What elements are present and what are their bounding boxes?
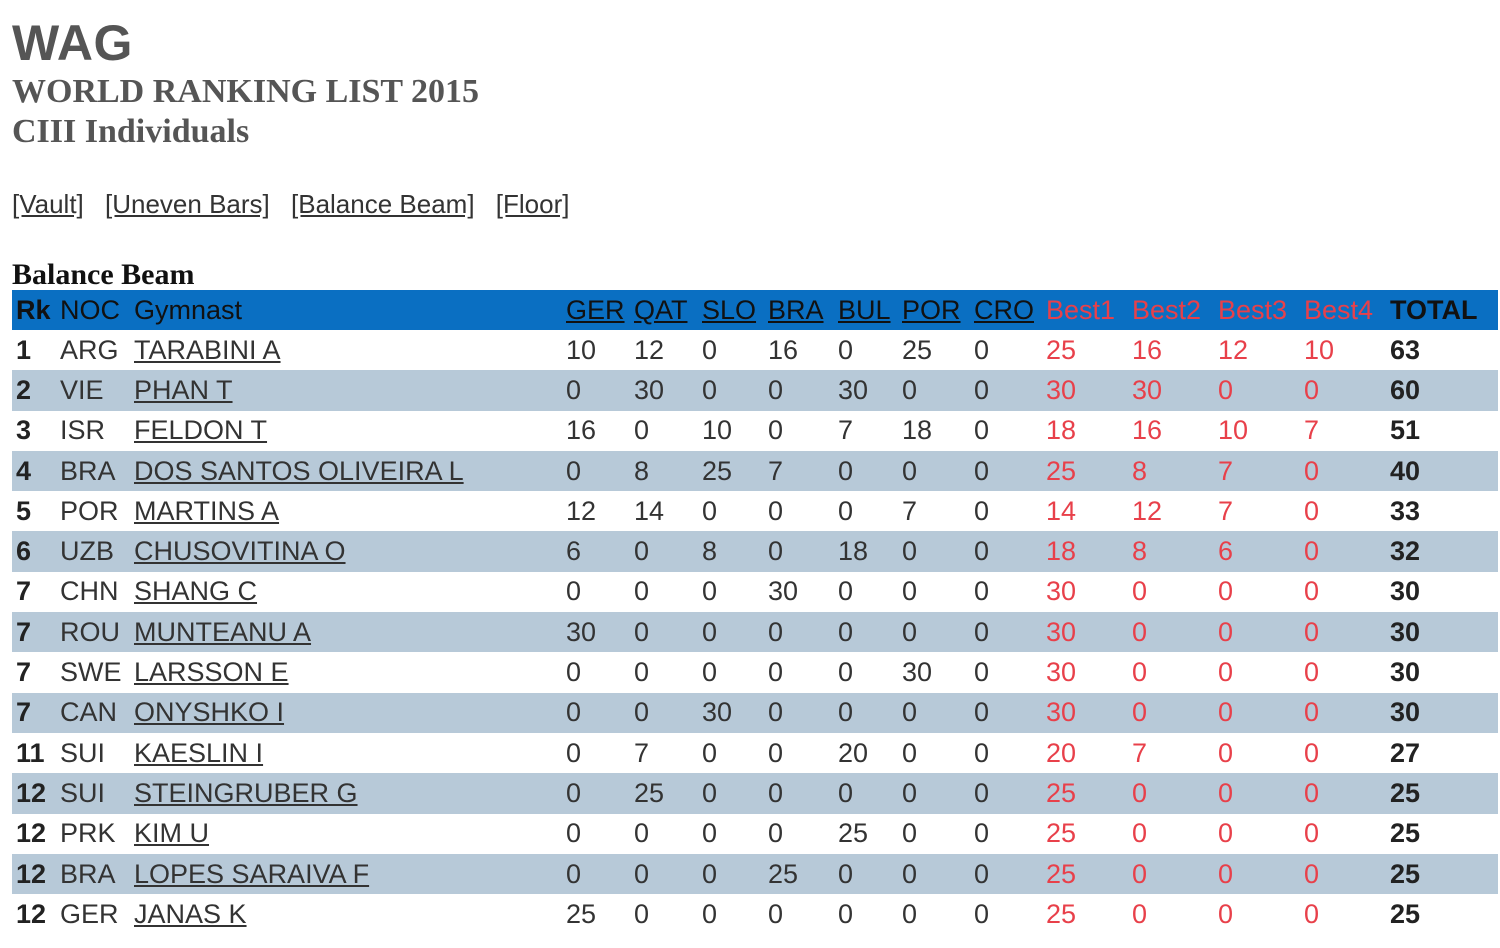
rank-cell: 7: [16, 657, 32, 688]
best-score-cell: 7: [1132, 737, 1148, 768]
best-score-cell: 0: [1218, 737, 1234, 768]
event-score-cell: 12: [566, 495, 597, 526]
event-link-bul[interactable]: BUL: [838, 294, 891, 325]
gymnast-cell: [130, 854, 562, 894]
noc-cell: SUI: [60, 737, 106, 768]
event-score-cell: 0: [768, 374, 784, 405]
event-score-cell: 0: [838, 334, 854, 365]
best-score-cell: 0: [1218, 858, 1234, 889]
event-score-cell: 10: [702, 415, 733, 446]
rank-cell: 7: [16, 697, 32, 728]
event-score-cell: 0: [566, 777, 582, 808]
page-title: WORLD RANKING LIST 2015: [12, 73, 479, 110]
best-score-cell: 0: [1132, 777, 1148, 808]
best-score-cell: 30: [1046, 576, 1077, 607]
event-score-cell: 0: [566, 455, 582, 486]
gymnast-cell: [130, 612, 562, 652]
event-score-cell: 0: [902, 576, 918, 607]
table-row: [12, 773, 1498, 813]
header-event-por: [898, 290, 970, 330]
event-score-cell: 0: [974, 455, 990, 486]
event-score-cell: 0: [838, 455, 854, 486]
event-score-cell: 0: [634, 657, 650, 688]
event-score-cell: 0: [768, 415, 784, 446]
noc-cell: PRK: [60, 818, 116, 849]
event-score-cell: 8: [634, 455, 650, 486]
best-score-cell: 10: [1218, 415, 1249, 446]
table-row: [12, 451, 1498, 491]
best-score-cell: 14: [1046, 495, 1077, 526]
gymnast-link[interactable]: KIM U: [134, 818, 210, 849]
best-score-cell: 0: [1304, 697, 1320, 728]
header-best4: Best4: [1304, 294, 1374, 325]
best-score-cell: 25: [1046, 818, 1077, 849]
event-score-cell: 14: [634, 495, 665, 526]
best-score-cell: 16: [1132, 334, 1163, 365]
nav-link-floor[interactable]: [Floor]: [495, 189, 570, 219]
rank-cell: 3: [16, 415, 32, 446]
rank-cell: 6: [16, 536, 32, 567]
event-score-cell: 20: [838, 737, 869, 768]
noc-cell: SWE: [60, 657, 122, 688]
total-cell: 25: [1390, 777, 1421, 808]
gymnast-cell: [130, 411, 562, 451]
header-event-bul: [834, 290, 898, 330]
event-score-cell: 0: [634, 576, 650, 607]
best-score-cell: 0: [1218, 818, 1234, 849]
event-score-cell: 0: [838, 777, 854, 808]
best-score-cell: 7: [1304, 415, 1320, 446]
gymnast-link[interactable]: ONYSHKO I: [134, 697, 285, 728]
best-score-cell: 30: [1046, 697, 1077, 728]
event-score-cell: 0: [566, 657, 582, 688]
best-score-cell: 0: [1304, 858, 1320, 889]
best-score-cell: 0: [1218, 898, 1234, 929]
table-row: [12, 411, 1498, 451]
best-score-cell: 0: [1132, 576, 1148, 607]
header-event-qat: [630, 290, 698, 330]
best-score-cell: 0: [1132, 616, 1148, 647]
event-score-cell: 25: [902, 334, 933, 365]
event-score-cell: 0: [566, 818, 582, 849]
rank-cell: 2: [16, 374, 32, 405]
event-score-cell: 0: [702, 616, 718, 647]
event-score-cell: 0: [634, 415, 650, 446]
event-score-cell: 0: [768, 777, 784, 808]
best-score-cell: 0: [1132, 657, 1148, 688]
best-score-cell: 0: [1218, 697, 1234, 728]
best-score-cell: 30: [1132, 374, 1163, 405]
gymnast-cell: [130, 370, 562, 410]
gymnast-link[interactable]: TARABINI A: [134, 334, 281, 365]
gymnast-link[interactable]: KAESLIN I: [134, 737, 264, 768]
table-row: [12, 330, 1498, 370]
event-score-cell: 30: [634, 374, 665, 405]
gymnast-link[interactable]: MUNTEANU A: [134, 616, 312, 647]
header-rank: Rk: [16, 294, 51, 325]
gymnast-link[interactable]: MARTINS A: [134, 495, 280, 526]
noc-cell: CAN: [60, 697, 118, 728]
best-score-cell: 12: [1132, 495, 1163, 526]
event-score-cell: 0: [974, 616, 990, 647]
total-cell: 30: [1390, 697, 1421, 728]
best-score-cell: 25: [1046, 777, 1077, 808]
event-score-cell: 0: [634, 697, 650, 728]
event-score-cell: 0: [768, 818, 784, 849]
event-score-cell: 0: [902, 777, 918, 808]
table-row: [12, 733, 1498, 773]
gymnast-cell: [130, 330, 562, 370]
header-total: TOTAL: [1390, 294, 1478, 325]
best-score-cell: 0: [1304, 495, 1320, 526]
event-score-cell: 7: [838, 415, 854, 446]
brand-title: WAG: [12, 15, 133, 71]
event-score-cell: 0: [768, 616, 784, 647]
event-score-cell: 0: [902, 737, 918, 768]
event-score-cell: 30: [838, 374, 869, 405]
best-score-cell: 0: [1132, 818, 1148, 849]
event-score-cell: 7: [634, 737, 650, 768]
header-event-cro: [970, 290, 1042, 330]
rank-cell: 11: [16, 737, 45, 768]
rank-cell: 12: [16, 818, 47, 849]
event-score-cell: 0: [902, 697, 918, 728]
event-link-por[interactable]: POR: [902, 294, 961, 325]
best-score-cell: 8: [1132, 455, 1148, 486]
header-event-slo: [698, 290, 764, 330]
event-score-cell: 0: [902, 858, 918, 889]
best-score-cell: 0: [1304, 536, 1320, 567]
table-row: [12, 370, 1498, 410]
event-score-cell: 6: [566, 536, 582, 567]
best-score-cell: 30: [1046, 616, 1077, 647]
rank-cell: 1: [16, 334, 32, 365]
noc-cell: POR: [60, 495, 119, 526]
best-score-cell: 0: [1304, 657, 1320, 688]
event-score-cell: 0: [974, 657, 990, 688]
page-content: [12, 0, 1500, 934]
noc-cell: GER: [60, 898, 119, 929]
rank-cell: 12: [16, 777, 47, 808]
event-score-cell: 0: [838, 858, 854, 889]
event-score-cell: 0: [902, 374, 918, 405]
event-score-cell: 0: [838, 576, 854, 607]
event-score-cell: 0: [634, 536, 650, 567]
event-score-cell: 0: [702, 777, 718, 808]
gymnast-cell: [130, 491, 562, 531]
gymnast-link[interactable]: SHANG C: [134, 576, 258, 607]
event-score-cell: 7: [768, 455, 784, 486]
best-score-cell: 0: [1304, 616, 1320, 647]
table-row: [12, 693, 1498, 733]
best-score-cell: 0: [1304, 777, 1320, 808]
best-score-cell: 0: [1218, 777, 1234, 808]
best-score-cell: 25: [1046, 455, 1077, 486]
ranking-table-body: [12, 330, 1498, 934]
table-row: [12, 572, 1498, 612]
event-link-cro[interactable]: CRO: [974, 294, 1034, 325]
best-score-cell: 18: [1046, 415, 1077, 446]
best-score-cell: 0: [1218, 657, 1234, 688]
event-score-cell: 0: [838, 657, 854, 688]
event-score-cell: 0: [974, 777, 990, 808]
event-score-cell: 0: [768, 697, 784, 728]
total-cell: 25: [1390, 818, 1421, 849]
table-row: [12, 814, 1498, 854]
event-score-cell: 7: [902, 495, 918, 526]
rank-cell: 4: [16, 455, 32, 486]
event-score-cell: 0: [768, 737, 784, 768]
best-score-cell: 7: [1218, 495, 1234, 526]
total-cell: 40: [1390, 455, 1421, 486]
total-cell: 60: [1390, 374, 1421, 405]
event-score-cell: 25: [768, 858, 799, 889]
table-row: [12, 612, 1498, 652]
table-row: [12, 491, 1498, 531]
event-score-cell: 0: [634, 858, 650, 889]
header-best2: Best2: [1132, 294, 1202, 325]
header-best1: Best1: [1046, 294, 1116, 325]
event-score-cell: 0: [974, 536, 990, 567]
event-score-cell: 30: [902, 657, 933, 688]
event-score-cell: 10: [566, 334, 597, 365]
noc-cell: UZB: [60, 536, 114, 567]
event-score-cell: 0: [702, 737, 718, 768]
noc-cell: BRA: [60, 858, 116, 889]
best-score-cell: 20: [1046, 737, 1077, 768]
event-score-cell: 0: [702, 818, 718, 849]
best-score-cell: 18: [1046, 536, 1077, 567]
event-link-slo[interactable]: SLO: [702, 294, 757, 325]
event-score-cell: 0: [974, 415, 990, 446]
event-score-cell: 0: [634, 818, 650, 849]
event-score-cell: 25: [634, 777, 665, 808]
event-score-cell: 30: [768, 576, 799, 607]
event-score-cell: 0: [566, 576, 582, 607]
header-event-bra: [764, 290, 834, 330]
event-score-cell: 0: [974, 818, 990, 849]
event-score-cell: 0: [702, 576, 718, 607]
gymnast-link[interactable]: LOPES SARAIVA F: [134, 858, 370, 889]
gymnast-cell: [130, 451, 562, 491]
best-score-cell: 25: [1046, 898, 1077, 929]
event-score-cell: 25: [702, 455, 733, 486]
gymnast-link[interactable]: CHUSOVITINA O: [134, 536, 346, 567]
table-header-row: [12, 290, 1498, 330]
event-score-cell: 0: [768, 898, 784, 929]
best-score-cell: 0: [1218, 374, 1234, 405]
best-score-cell: 0: [1132, 898, 1148, 929]
event-score-cell: 0: [702, 898, 718, 929]
gymnast-cell: [130, 531, 562, 571]
event-score-cell: 0: [838, 898, 854, 929]
event-link-qat[interactable]: QAT: [634, 294, 688, 325]
best-score-cell: 0: [1304, 898, 1320, 929]
best-score-cell: 16: [1132, 415, 1163, 446]
best-score-cell: 0: [1132, 697, 1148, 728]
event-score-cell: 18: [902, 415, 933, 446]
event-score-cell: 0: [838, 697, 854, 728]
gymnast-cell: [130, 894, 562, 934]
event-link-bra[interactable]: BRA: [768, 294, 824, 325]
noc-cell: ROU: [60, 616, 120, 647]
event-score-cell: 0: [974, 737, 990, 768]
total-cell: 25: [1390, 858, 1421, 889]
event-score-cell: 0: [768, 495, 784, 526]
total-cell: 63: [1390, 334, 1421, 365]
event-score-cell: 0: [702, 657, 718, 688]
best-score-cell: 0: [1304, 818, 1320, 849]
best-score-cell: 10: [1304, 334, 1335, 365]
gymnast-link[interactable]: PHAN T: [134, 374, 233, 405]
event-score-cell: 0: [768, 536, 784, 567]
rank-cell: 12: [16, 898, 47, 929]
event-score-cell: 0: [702, 374, 718, 405]
apparatus-nav: [12, 188, 1500, 220]
noc-cell: ISR: [60, 415, 106, 446]
header-gymnast: Gymnast: [134, 294, 243, 325]
page-subtitle: CIII Individuals: [12, 113, 250, 150]
total-cell: 51: [1390, 415, 1421, 446]
best-score-cell: 30: [1046, 657, 1077, 688]
header-noc: NOC: [60, 294, 120, 325]
best-score-cell: 30: [1046, 374, 1077, 405]
gymnast-cell: [130, 693, 562, 733]
gymnast-link[interactable]: FELDON T: [134, 415, 268, 446]
noc-cell: VIE: [60, 374, 104, 405]
event-score-cell: 0: [566, 374, 582, 405]
event-score-cell: 0: [702, 334, 718, 365]
event-score-cell: 30: [702, 697, 733, 728]
best-score-cell: 12: [1218, 334, 1249, 365]
nav-link-balance-beam[interactable]: [Balance Beam]: [291, 189, 475, 219]
gymnast-link[interactable]: STEINGRUBER G: [134, 777, 358, 808]
event-score-cell: 25: [566, 898, 597, 929]
best-score-cell: 7: [1218, 455, 1234, 486]
event-score-cell: 0: [566, 858, 582, 889]
event-score-cell: 12: [634, 334, 665, 365]
event-link-ger[interactable]: GER: [566, 294, 625, 325]
event-score-cell: 0: [702, 495, 718, 526]
table-row: [12, 652, 1498, 692]
event-score-cell: 0: [702, 858, 718, 889]
table-row: [12, 531, 1498, 571]
event-score-cell: 0: [974, 495, 990, 526]
event-score-cell: 0: [566, 697, 582, 728]
table-row: [12, 894, 1498, 934]
event-score-cell: 0: [902, 818, 918, 849]
event-score-cell: 0: [838, 495, 854, 526]
best-score-cell: 0: [1304, 737, 1320, 768]
gymnast-link[interactable]: JANAS K: [134, 898, 247, 929]
nav-link-uneven-bars[interactable]: [Uneven Bars]: [105, 189, 270, 219]
event-score-cell: 0: [974, 697, 990, 728]
best-score-cell: 25: [1046, 334, 1077, 365]
event-score-cell: 0: [902, 455, 918, 486]
event-score-cell: 16: [768, 334, 799, 365]
rank-cell: 7: [16, 616, 32, 647]
table-row: [12, 854, 1498, 894]
event-score-cell: 0: [838, 616, 854, 647]
noc-cell: ARG: [60, 334, 119, 365]
header-best3: Best3: [1218, 294, 1288, 325]
best-score-cell: 0: [1218, 576, 1234, 607]
event-score-cell: 0: [902, 536, 918, 567]
best-score-cell: 0: [1218, 616, 1234, 647]
rank-cell: 5: [16, 495, 32, 526]
gymnast-cell: [130, 814, 562, 854]
total-cell: 27: [1390, 737, 1421, 768]
noc-cell: BRA: [60, 455, 116, 486]
event-score-cell: 16: [566, 415, 597, 446]
gymnast-link[interactable]: LARSSON E: [134, 657, 289, 688]
event-score-cell: 0: [902, 898, 918, 929]
rank-cell: 12: [16, 858, 47, 889]
event-score-cell: 0: [974, 334, 990, 365]
best-score-cell: 0: [1304, 374, 1320, 405]
total-cell: 25: [1390, 898, 1421, 929]
total-cell: 30: [1390, 616, 1421, 647]
rank-cell: 7: [16, 576, 32, 607]
event-score-cell: 25: [838, 818, 869, 849]
event-score-cell: 0: [768, 657, 784, 688]
event-score-cell: 8: [702, 536, 718, 567]
best-score-cell: 0: [1304, 576, 1320, 607]
event-score-cell: 0: [974, 576, 990, 607]
best-score-cell: 25: [1046, 858, 1077, 889]
event-score-cell: 0: [974, 898, 990, 929]
section-title: Balance Beam: [12, 258, 195, 291]
gymnast-cell: [130, 572, 562, 612]
best-score-cell: 0: [1132, 858, 1148, 889]
event-score-cell: 18: [838, 536, 869, 567]
total-cell: 32: [1390, 536, 1421, 567]
noc-cell: SUI: [60, 777, 106, 808]
event-score-cell: 0: [902, 616, 918, 647]
best-score-cell: 8: [1132, 536, 1148, 567]
gymnast-cell: [130, 733, 562, 773]
noc-cell: CHN: [60, 576, 119, 607]
ranking-table: [12, 290, 1498, 934]
event-score-cell: 0: [974, 858, 990, 889]
gymnast-cell: [130, 652, 562, 692]
event-score-cell: 0: [974, 374, 990, 405]
event-score-cell: 0: [566, 737, 582, 768]
best-score-cell: 6: [1218, 536, 1234, 567]
event-score-cell: 0: [634, 898, 650, 929]
nav-link-vault[interactable]: [Vault]: [12, 189, 84, 219]
event-score-cell: 0: [634, 616, 650, 647]
gymnast-cell: [130, 773, 562, 813]
total-cell: 33: [1390, 495, 1421, 526]
total-cell: 30: [1390, 576, 1421, 607]
best-score-cell: 0: [1304, 455, 1320, 486]
gymnast-link[interactable]: DOS SANTOS OLIVEIRA L: [134, 455, 464, 486]
event-score-cell: 30: [566, 616, 597, 647]
header-event-ger: [562, 290, 630, 330]
total-cell: 30: [1390, 657, 1421, 688]
